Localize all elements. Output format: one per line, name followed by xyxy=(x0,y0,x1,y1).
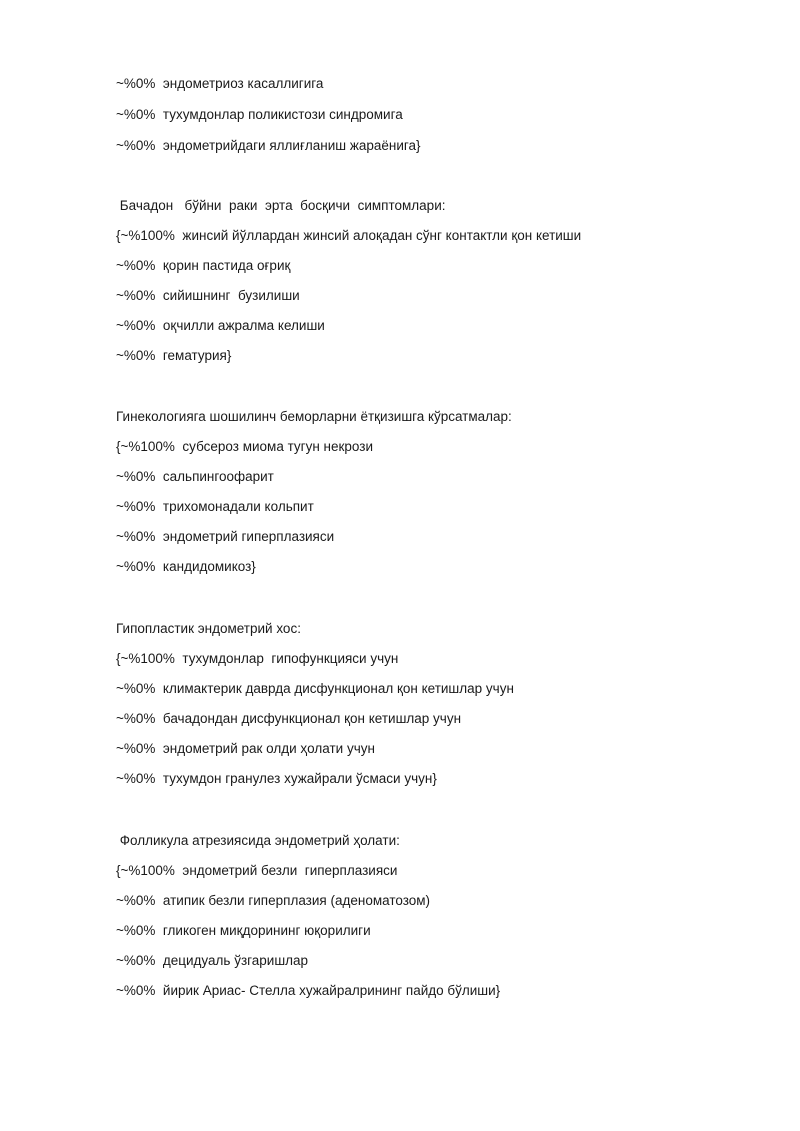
answer-option: {~%100% эндометрий безли гиперплазияси xyxy=(116,863,398,878)
question-text: Гипопластик эндометрий хос: xyxy=(116,621,301,636)
answer-option: ~%0% климактерик даврда дисфункционал қон кетишлар учун xyxy=(116,681,514,696)
answer-option: ~%0% эндометриоз касаллигига xyxy=(116,76,324,91)
answer-option: ~%0% атипик безли гиперплазия (аденоматозом) xyxy=(116,893,431,908)
answer-option: ~%0% сальпингоофарит xyxy=(116,469,274,484)
question-text: Гинекологияга шошилинч беморларни ётқизишга кўрсатмалар: xyxy=(116,409,512,424)
answer-option: ~%0% гематурия} xyxy=(116,348,232,363)
answer-option: {~%100% жинсий йўллардан жинсий алоқадан сўнг контактли қон кетиши xyxy=(116,228,582,243)
question-text: Фолликула атрезиясида эндометрий ҳолати: xyxy=(116,833,400,848)
answer-option: ~%0% трихомонадали кольпит xyxy=(116,499,314,514)
answer-option: ~%0% эндометрийдаги яллиғланиш жараёнига} xyxy=(116,138,421,153)
answer-option: ~%0% тухумдонлар поликистози синдромига xyxy=(116,107,403,122)
answer-option: ~%0% кандидомикоз} xyxy=(116,559,256,574)
answer-option: ~%0% қорин пастида оғриқ xyxy=(116,258,291,273)
answer-option: {~%100% субсероз миома тугун некрози xyxy=(116,439,374,454)
answer-option: ~%0% оқчилли ажралма келиши xyxy=(116,318,325,333)
answer-option: ~%0% гликоген миқдорининг юқорилиги xyxy=(116,923,371,938)
question-text: Бачадон бўйни раки эрта босқичи симптомлари: xyxy=(116,198,446,213)
answer-option: ~%0% эндометрий гиперплазияси xyxy=(116,529,335,544)
answer-option: {~%100% тухумдонлар гипофункцияси учун xyxy=(116,651,399,666)
answer-option: ~%0% сийишнинг бузилиши xyxy=(116,288,300,303)
answer-option: ~%0% йирик Ариас- Стелла хужайралрининг пайдо бўлиши} xyxy=(116,983,501,998)
answer-option: ~%0% эндометрий рак олди ҳолати учун xyxy=(116,741,375,756)
answer-option: ~%0% бачадондан дисфункционал қон кетишлар учун xyxy=(116,711,462,726)
answer-option: ~%0% децидуаль ўзгаришлар xyxy=(116,953,309,968)
answer-option: ~%0% тухумдон гранулез хужайрали ўсмаси учун} xyxy=(116,771,437,786)
